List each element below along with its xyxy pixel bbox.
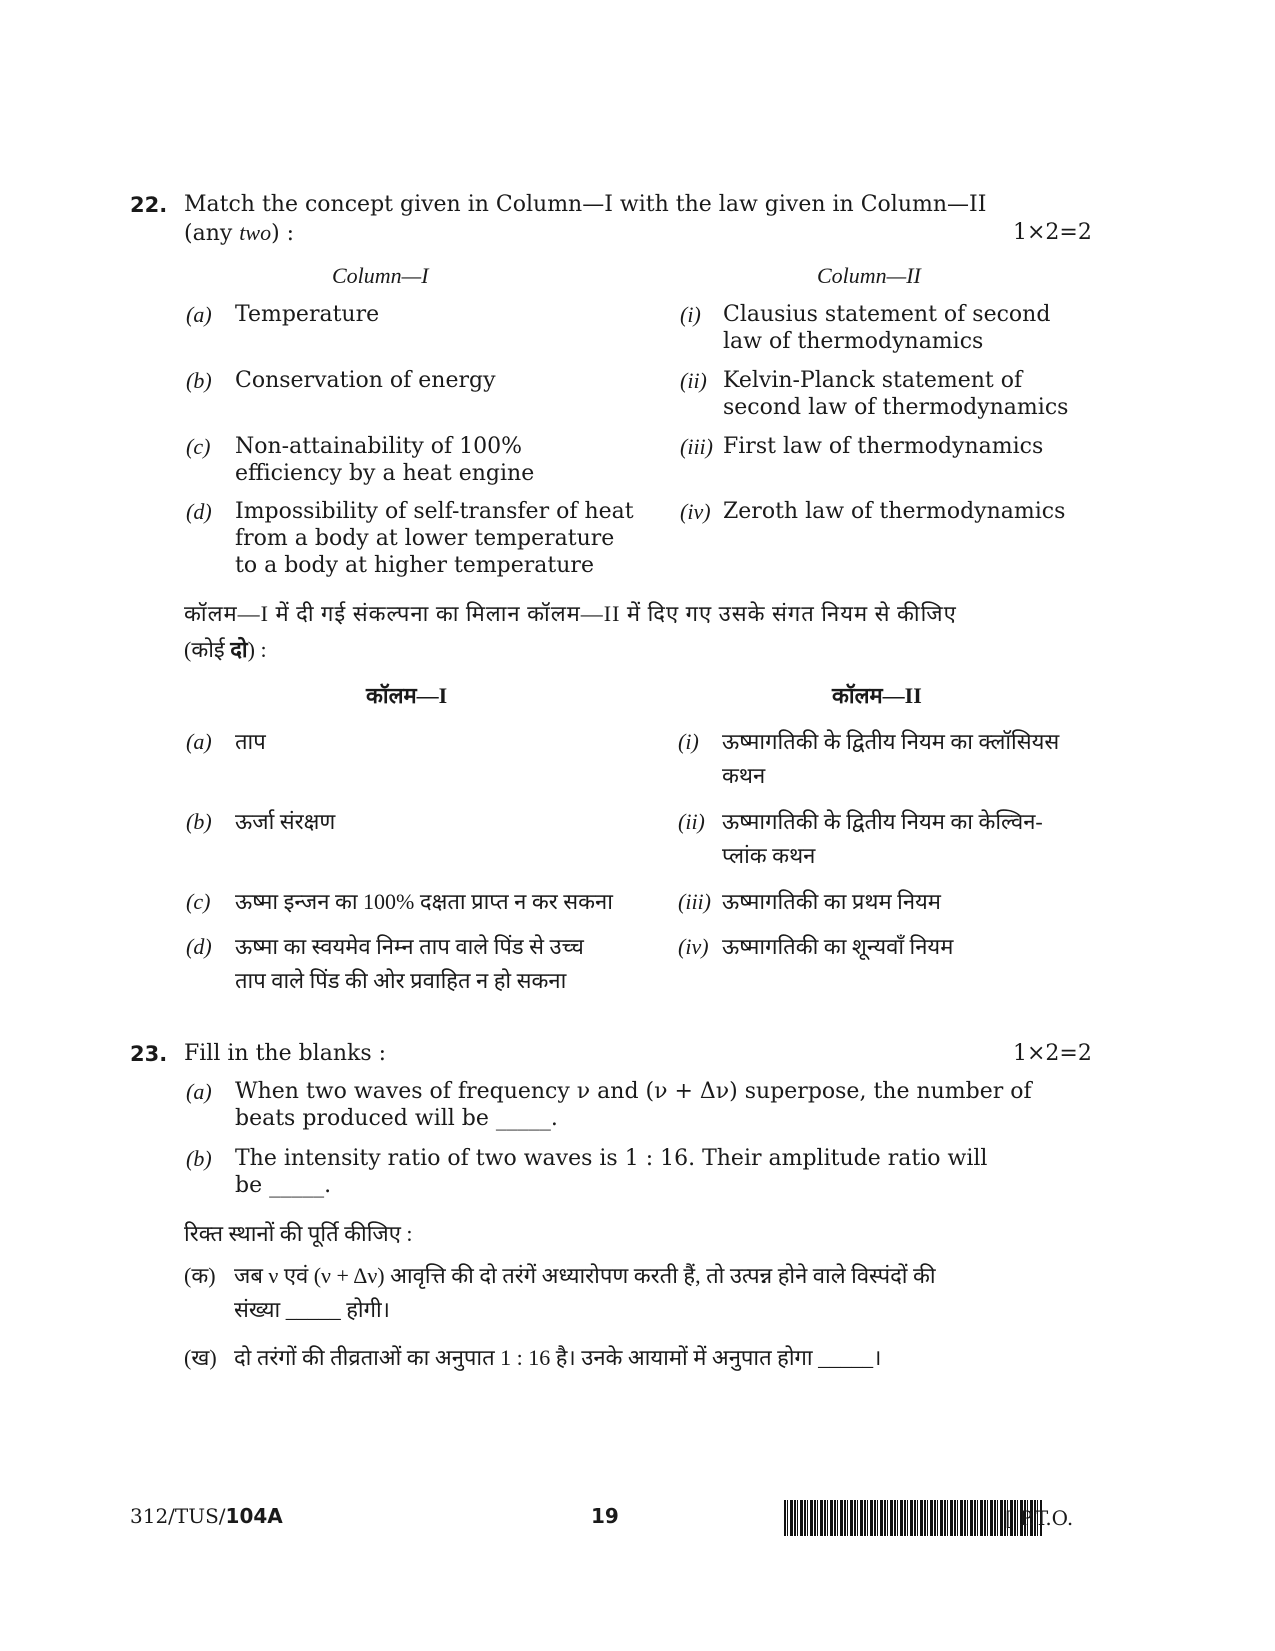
item-text: कथन xyxy=(722,763,766,788)
text: ) : xyxy=(247,637,267,662)
item-label: (ख) xyxy=(184,1345,217,1370)
item-label: (ii) xyxy=(680,368,707,393)
emphasis: two xyxy=(239,220,272,245)
item-text: law of thermodynamics xyxy=(723,329,984,354)
item-text: Zeroth law of thermodynamics xyxy=(723,499,1066,524)
code-prefix: 312/TUS/ xyxy=(130,1504,226,1528)
column-1-header-hindi: कॉलम—I xyxy=(366,683,448,708)
item-text: संख्या _____ होगी। xyxy=(234,1297,391,1322)
item-label: (a) xyxy=(186,729,212,754)
column-2-header-hindi: कॉलम—II xyxy=(832,683,922,708)
item-text: beats produced will be _____. xyxy=(235,1106,558,1131)
item-text: ऊष्मागतिकी का शून्यवाँ नियम xyxy=(722,934,954,959)
item-text: second law of thermodynamics xyxy=(723,395,1069,420)
item-text: दो तरंगों की तीव्रताओं का अनुपात 1 : 16 है। उनके आयामों में अनुपात होगा _____। xyxy=(234,1345,882,1370)
item-label: (c) xyxy=(186,889,211,914)
item-label: (ii) xyxy=(678,809,705,834)
column-2-header: Column—II xyxy=(817,263,921,288)
question-stem-hindi: कॉलम—I में दी गई संकल्पना का मिलान कॉलम—II में दिए गए उसके संगत नियम से कीजिए xyxy=(184,601,957,626)
marks: 1×2=2 xyxy=(1013,1041,1092,1066)
item-label: (a) xyxy=(186,302,212,327)
item-label: (iv) xyxy=(680,499,711,524)
code-suffix: 104A xyxy=(225,1504,283,1528)
question-stem-hindi-line2 xyxy=(184,636,267,664)
item-label: (a) xyxy=(186,1079,212,1104)
item-text: ऊष्मागतिकी के द्वितीय नियम का क्लॉसियस xyxy=(722,729,1060,754)
item-text: Conservation of energy xyxy=(235,368,496,393)
item-label: (क) xyxy=(184,1263,216,1288)
marks: 1×2=2 xyxy=(1013,220,1092,245)
paper-code xyxy=(130,1502,283,1530)
item-text: Clausius statement of second xyxy=(723,302,1051,327)
text: (कोई xyxy=(184,637,231,662)
item-text: Kelvin-Planck statement of xyxy=(723,368,1023,393)
item-label: (b) xyxy=(186,1146,212,1171)
question-number: 22. xyxy=(130,193,168,217)
item-text: प्लांक कथन xyxy=(722,843,816,868)
item-text: to a body at higher temperature xyxy=(235,553,594,578)
question-stem-hindi: रिक्त स्थानों की पूर्ति कीजिए : xyxy=(184,1221,413,1246)
item-label: (iii) xyxy=(678,889,711,914)
emphasis: दो xyxy=(230,637,248,662)
item-text: Impossibility of self-transfer of heat xyxy=(235,499,634,524)
barcode xyxy=(784,1500,1042,1536)
item-text: ऊष्मा इन्जन का 100% दक्षता प्राप्त न कर सकना xyxy=(235,889,613,914)
item-text: ऊर्जा संरक्षण xyxy=(235,809,336,834)
item-label: (iv) xyxy=(678,934,709,959)
question-number: 23. xyxy=(130,1042,168,1066)
item-label: (d) xyxy=(186,934,212,959)
item-text: When two waves of frequency ν and (ν + Δν) superpose, the number of xyxy=(235,1079,1032,1104)
item-text: Non-attainability of 100% xyxy=(235,434,523,459)
page-number: 19 xyxy=(591,1504,619,1528)
item-text: ताप xyxy=(235,729,266,754)
item-label: (c) xyxy=(186,434,211,459)
column-1-header: Column—I xyxy=(332,263,429,288)
item-text: ऊष्मा का स्वयमेव निम्न ताप वाले पिंड से उच्च xyxy=(235,934,584,959)
item-text: जब ν एवं (ν + Δν) आवृत्ति की दो तरंगें अध्यारोपण करती हैं, तो उत्पन्न होने वाले विस्पंदों की xyxy=(234,1263,936,1288)
item-text: The intensity ratio of two waves is 1 : 16. Their amplitude ratio will xyxy=(235,1146,988,1171)
item-text: First law of thermodynamics xyxy=(723,434,1044,459)
item-text: from a body at lower temperature xyxy=(235,526,615,551)
item-text: efficiency by a heat engine xyxy=(235,461,535,486)
item-text: be _____. xyxy=(235,1173,332,1198)
item-label: (d) xyxy=(186,499,212,524)
item-text: ऊष्मागतिकी का प्रथम नियम xyxy=(722,889,941,914)
question-stem-line2 xyxy=(184,219,294,248)
item-text: ताप वाले पिंड की ओर प्रवाहित न हो सकना xyxy=(235,968,567,993)
item-text: ऊष्मागतिकी के द्वितीय नियम का केल्विन- xyxy=(722,809,1043,834)
item-label: (b) xyxy=(186,809,212,834)
text: (any xyxy=(184,221,240,246)
question-stem: Fill in the blanks : xyxy=(184,1041,387,1066)
text: ) : xyxy=(271,221,295,246)
question-stem: Match the concept given in Column—I with the law given in Column—II xyxy=(184,192,987,217)
item-label: (i) xyxy=(678,729,699,754)
item-label: (i) xyxy=(680,302,701,327)
item-label: (b) xyxy=(186,368,212,393)
item-label: (iii) xyxy=(680,434,713,459)
item-text: Temperature xyxy=(235,302,380,327)
pto-label: [ P.T.O. xyxy=(1005,1506,1074,1530)
